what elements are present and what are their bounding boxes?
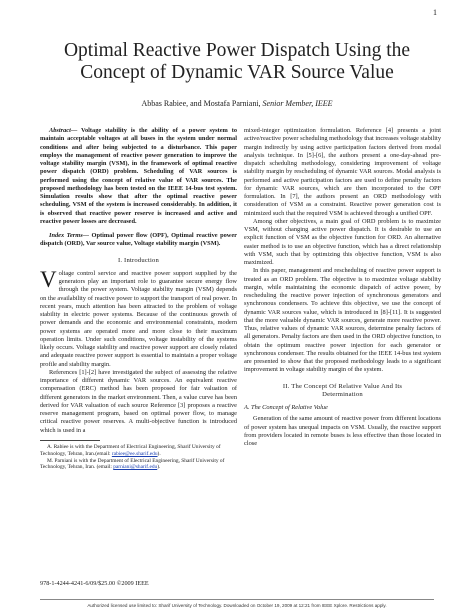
section-heading-introduction: I. Introduction xyxy=(117,256,160,264)
isbn-line: 978-1-4244-4241-6/09/$25.00 ©2009 IEEE xyxy=(40,580,149,587)
email-link-rabiee[interactable]: rabiee@ee.sharif.edu xyxy=(111,450,158,457)
page-number: 1 xyxy=(433,8,437,17)
footnote-1-text: A. Rabiee is with the Department of Electrical Engineering, Sharif University of Technology, Tehran, Iran.(email: xyxy=(40,443,221,457)
abstract-text: — Voltage stability is the ability of a power system to maintain acceptable voltages at all buses in the system under normal conditions and after being subjected to a disturbance. This paper employs the management of reactive power generation to improve the voltage stability margin (VSM), in the framework of optimal reactive power dispatch (ORD) problem. Scheduling of VAR sources is performed using the concept of relative value of VAR sources. The proposed methodology has been tested on the IEEE 14-bus test system. Simulation results show that after the optimal reactive power scheduling, VSM of the system is increased considerably. In addition, it is observed that reactive power reserve is increased and active and reactive power losses are decreased. xyxy=(40,127,237,225)
right-paragraph-1: mixed-integer optimization formulation. Reference [4] presents a joint active/reactive power scheduling methodology that increases voltage stability margin indirectly by using active participation factors derived from modal analysis technique. In [5]-[6], the authors present a one-day-ahead pre-dispatch scheduling methodology, considering improvement of voltage stability margin by rescheduling of dynamic VAR sources. Modal analysis is performed and active participation factors are used to define penalty factors for dynamic VAR sources, which are then incorporated to the OPF formulation. In [7], the authors present an ORD methodology with consideration of VSM as a constraint. Reactive power generation cost is minimized such that the required VSM is achieved through a unified OPF. xyxy=(244,127,441,217)
subsection-heading: A. The Concept of Relative Value xyxy=(244,404,328,411)
right-column xyxy=(244,127,441,448)
section-2-heading-line-1: II. The Concept Of Relative Value And Its xyxy=(282,382,403,390)
bottom-divider xyxy=(40,599,434,600)
paper-title xyxy=(0,40,474,84)
author-line xyxy=(0,99,474,108)
license-notice: Authorized licensed use limited to: Sharif University of Technology. Downloaded on October 19, 2009 at 12:21 from IEEE Xplore. Restrictions apply. xyxy=(87,603,387,608)
intro-paragraph-2: References [1]-[2] have investigated the subject of assessing the relative importance of different dynamic VAR sources. An equivalent reactive compensation (ERC) method has been proposed for fair valuation of different generators in the market environment. Then, a value curve has been derived for VAR valuation of each source Reference [3] proposes a reactive reserve management program, based on optimal power flow, to manage critical reactive power reserves. A multi-objective function is introduced which is used in a xyxy=(40,368,237,434)
intro-text-1: oltage control service and reactive power support supplied by the generators play an important role to guarantee secure energy flow through the power system. Voltage stability margin (VSM) depends on the availability of reactive power to support the transport of real power. In recent years, much attention has been attracted to the problem of voltage stability in electric power systems. Because of the continuous growth of power demands and the economic and environmental constraints, modern power systems are operated more and more close to their maximum operation limits. Under such conditions, voltage instability of the systems likely occurs. Voltage stability and reactive power support are closely related and adequate reactive power support is essential to maintain a proper voltage profile and stability margin. xyxy=(40,269,237,368)
author-role: Senior Member, IEEE xyxy=(262,99,333,108)
section-2-heading-line-2: Determination xyxy=(322,390,363,398)
section-heading-concept xyxy=(244,383,441,400)
right-paragraph-3: In this paper, management and rescheduling of reactive power support is treated as an ORD problem. The objective is to maximize voltage stability margin, while maintaining the economic dispatch of active power, by rescheduling the reactive power injection of synchronous generators and synchronous condensers. To achieve this objective, we use the concept of dynamic VAR sources value, which is introduced in [8]-[11]. It is suggested that the more valuable dynamic VAR sources, generate more reactive power. Thus, relative values of dynamic VAR sources, determine penalty factors of all generators. Penalty factors are then used in the ORD objective function, to obtain the optimum reactive power injection for each generator or synchronous condenser. The results obtained for the IEEE 14-bus test system are presented to show that the proposed methodology leads to a significant improvement in voltage stability margin of the system. xyxy=(244,267,441,374)
author-names: Abbas Rabiee, and Mostafa Parniani, xyxy=(141,99,261,108)
footnote-divider xyxy=(40,440,100,441)
title-line-1: Optimal Reactive Power Dispatch Using the xyxy=(63,40,411,61)
title-line-2: Concept of Dynamic VAR Source Value xyxy=(80,62,394,83)
footnote-author-2 xyxy=(40,458,237,472)
email-link-parniani[interactable]: parniani@sharif.edu xyxy=(113,464,158,471)
footnote-2-text: M. Parniani is with the Department of Electrical Engineering, Sharif University of Technology, Tehran, Iran. (email: xyxy=(40,457,225,471)
left-column xyxy=(40,127,237,471)
index-terms-text: — Optimal power flow (OPF), Optimal reactive power dispatch (ORD), Var source value, Voltage stability margin (VSM). xyxy=(40,232,237,248)
abstract xyxy=(40,127,237,226)
drop-cap: V xyxy=(40,266,57,292)
index-terms xyxy=(40,232,237,249)
index-terms-label: Index Terms xyxy=(49,232,83,239)
abstract-label: Abstract xyxy=(49,127,71,134)
intro-paragraph-1 xyxy=(40,266,237,369)
footnote-author-1 xyxy=(40,444,237,458)
right-paragraph-2: Among other objectives, a main goal of ORD problem is to maximize VSM, without changing active power dispatch. It is desirable to use an explicit function of VSM as the objective function for ORD. An alternative easier method is to use an objective function, which has a direct relationship with VSM, such that by optimizing this objective function, VSM is also maximized. xyxy=(244,217,441,266)
footnote-1-end: ). xyxy=(157,450,161,457)
section-2-paragraph-1: Generation of the same amount of reactive power from different locations of power system has unequal impacts on VSM. Usually, the reactive support from providers located in remote buses is less effective than those located in close xyxy=(244,415,441,447)
footnote-2-end: ). xyxy=(157,464,161,471)
